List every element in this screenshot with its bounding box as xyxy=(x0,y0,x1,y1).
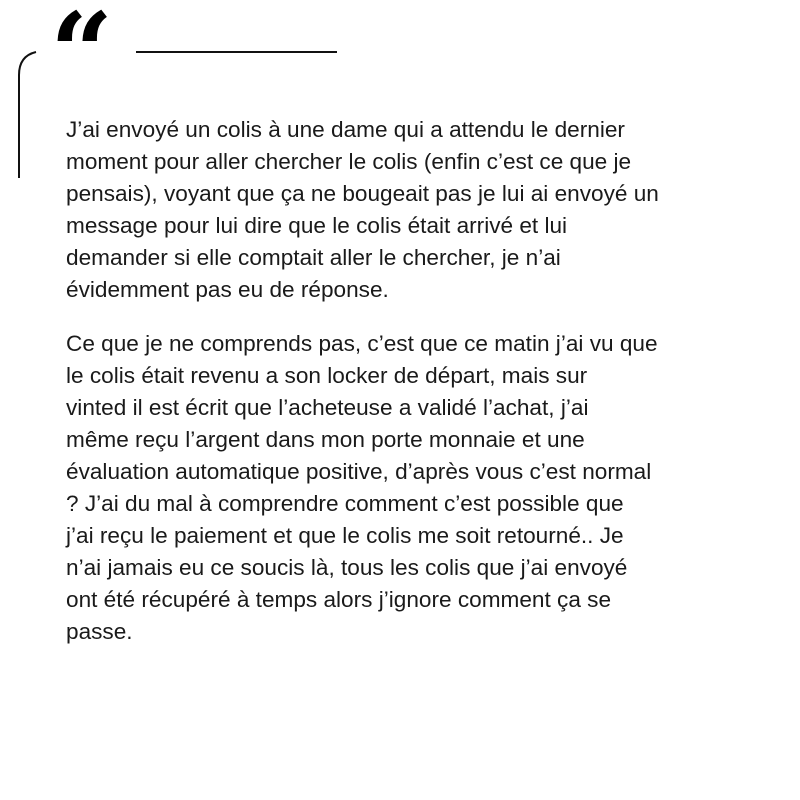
text-line: demander si elle comptait aller le chercher, je n’ai xyxy=(66,245,561,270)
text-line: passe. xyxy=(66,619,133,644)
paragraph-1 xyxy=(66,114,659,306)
text-line: message pour lui dire que le colis était arrivé et lui xyxy=(66,213,568,238)
text-line: vinted il est écrit que l’acheteuse a validé l’achat, j’ai xyxy=(66,395,589,420)
text-line: Ce que je ne comprends pas, c’est que ce matin j’ai vu que xyxy=(66,331,658,356)
text-line: moment pour aller chercher le colis (enfin c’est ce que je xyxy=(66,149,632,174)
text-line: pensais), voyant que ça ne bougeait pas je lui ai envoyé un xyxy=(66,181,659,206)
divider-line xyxy=(136,51,337,53)
text-line: J’ai envoyé un colis à une dame qui a attendu le dernier xyxy=(66,117,625,142)
text-line: le colis était revenu a son locker de départ, mais sur xyxy=(66,363,588,388)
text-line: ? J’ai du mal à comprendre comment c’est possible que xyxy=(66,491,624,516)
text-line: évaluation automatique positive, d’après vous c’est normal xyxy=(66,459,652,484)
quote-body xyxy=(66,114,659,670)
text-line: ont été récupéré à temps alors j’ignore comment ça se xyxy=(66,587,612,612)
text-line: même reçu l’argent dans mon porte monnaie et une xyxy=(66,427,585,452)
text-line: évidemment pas eu de réponse. xyxy=(66,277,389,302)
quote-mark-icon: “ xyxy=(50,0,114,117)
text-line: j’ai reçu le paiement et que le colis me soit retourné.. Je xyxy=(66,523,624,548)
paragraph-2 xyxy=(66,328,659,648)
text-line: n’ai jamais eu ce soucis là, tous les colis que j’ai envoyé xyxy=(66,555,628,580)
